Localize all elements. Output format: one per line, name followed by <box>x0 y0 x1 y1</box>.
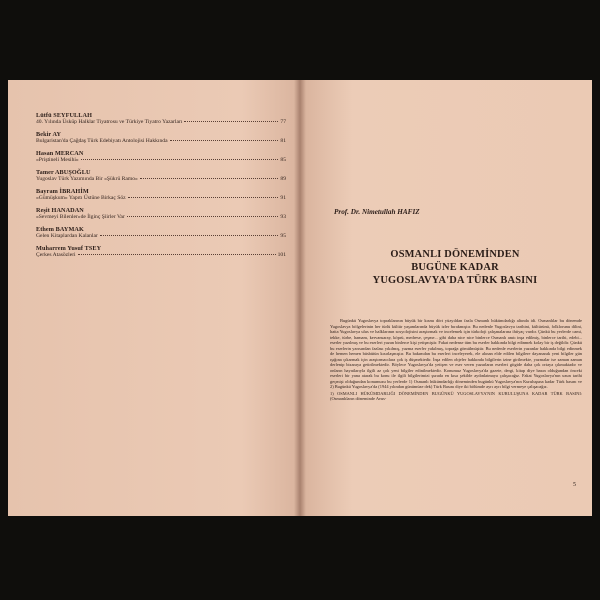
section-heading: 1) OSMANLI HÜKÜMDARLIĞI DÖNEMİNDEN BUGÜNKÜ YUGOSLAVYA'NIN KURULUŞUNA KADAR TÜRK BASINI: (Osmanlıların döneminde Avus- <box>330 390 582 401</box>
toc-author: Bayram İBRAHİM <box>36 188 89 195</box>
toc-leader-dots <box>184 121 278 122</box>
toc-line <box>36 252 286 258</box>
toc-line <box>36 233 286 239</box>
toc-entry <box>36 226 286 239</box>
toc-entry <box>36 245 286 258</box>
body-paragraph: Bugünkü Yugoslavya topraklarının büyük bir kısmı dört yüzyıldan fazla Osmanlı hükümdarlığı altında idi. Osmanlılar bu dönemde Yugoslavya bölgelerinin her türlü kültür yaşamlarında büyük izler bırakmıştır. Bu nedenle Yugoslavya tarihini, kültürünü, folklorunu dilini, hatta Yugoslavya ulus ve halklarının sosyolojisini araştırmak ve incelemek için türkoloji çalışmalarına ihtiyaç vardır. Çünkü bu yerlerde cami, tekke, türbe, hamam, kervansaray, köprü, medrese, çeşme... gibi daha nice nice binlerce Osmanlı anıtı inşa edilmiş, binlerce tarihi, edebi... eserler yazılmış ve bu eserleri yazan binlerce kişi yetişmiştir. Fakat nedense tüm bu eserler hakkında bilgi edinmek kolay bir iş değildir. Çünkü bu eserlerin yarısından fazlası yıkılmış, yazma eserler yakılmış, toprağa gömülmüştür. Bu nedenle eserlerin yazanlar hakkında bilgi edinmek de hemen hemen büsbütün kısırlaşmıştır. Bu bakımdan bu eserleri inceleyerek, ele alınan elde edilen bilgilere dayanarak yeni bilgiler gün ışığına çıkarmak için araştırmacılara çok iş düşmektedir. İnşa edilen objeler hakkında bilgilerin izine girilmekte, yazmalar ise zaman zaman derlenip bizarayа getirilmektedir. Böylece Yugoslavya'da yetişen ve eser veren yazarların eserleri gitgide daha çok ortaya çıkmaktadır ve onların hayatlarıyla ilgili az çok yeni bilgiler edinilmektedir. Konumuz Yugoslavya'da gazete, dergi, kitap diye basın olduğundan önceki eserleri bir yana atarak bu konu ile ilgili bilgilerimizi şurada en kısa şekilde aydınlatmaya çalışacağız. Fakat Yugoslavya'nın uzun tarihi geçmişi olduğundan konumuzu bu yerlerde 1) Osmanlı hükümdarlığı döneminden bugünkü Yugoslavya'nın Kuruluşuna kadar Türk basını ve 2) Bugünkü Yugoslavya'da (1944 yılından günümüze dek) Türk Basını diye iki bölümde ayrı ayrı bilgi vermeye çalışacağız. <box>330 318 582 389</box>
article-title-line: BUGÜNE KADAR <box>411 262 499 273</box>
toc-leader-dots <box>127 216 279 217</box>
left-page <box>8 80 300 516</box>
toc-entry <box>36 169 286 182</box>
toc-entry <box>36 112 286 125</box>
article-title <box>330 248 580 287</box>
toc-title: «Gümüşkum» Yapıtı Üstüne Birkaç Söz <box>36 195 126 201</box>
toc-entry <box>36 188 286 201</box>
toc-title: Çerkes Atasözleri <box>36 252 76 258</box>
author-byline: Prof. Dr. Nimetullah HAFIZ <box>334 208 420 216</box>
open-book <box>8 80 592 516</box>
toc-page-number: 77 <box>280 119 286 125</box>
toc-author: Muharrem Yusuf TSEY <box>36 245 102 252</box>
toc-author: Bekir AY <box>36 131 62 138</box>
toc-page-number: 93 <box>280 214 286 220</box>
article-body <box>330 318 582 402</box>
toc-leader-dots <box>170 140 279 141</box>
toc-line <box>36 214 286 220</box>
toc-title: Yugoslav Türk Yazımında Bir «Şükrü Ramo» <box>36 176 138 182</box>
toc-line <box>36 195 286 201</box>
toc-author: Tamer ABUŞOĞLU <box>36 169 91 176</box>
toc-leader-dots <box>100 235 279 236</box>
toc-line <box>36 176 286 182</box>
page-number: 5 <box>573 482 576 488</box>
toc-line <box>36 138 286 144</box>
toc-title: «Sevmeyi Bilenler»de İlginç Şiirler Var <box>36 214 125 220</box>
toc-author: Lütfü SEYFULLAH <box>36 112 92 119</box>
toc-page-number: 95 <box>280 233 286 239</box>
toc-entry <box>36 207 286 220</box>
toc-page-number: 81 <box>280 138 286 144</box>
toc-line <box>36 157 286 163</box>
toc-page-number: 89 <box>280 176 286 182</box>
toc-author: Ethem BAYMAK <box>36 226 84 233</box>
toc-page-number: 101 <box>277 252 286 258</box>
article-title-line: OSMANLI DÖNEMİNDEN <box>390 249 520 260</box>
toc-leader-dots <box>81 159 279 160</box>
toc-entry <box>36 150 286 163</box>
table-of-contents <box>36 112 286 264</box>
toc-title: Gelen Kitaplardan Kalanlar <box>36 233 98 239</box>
toc-entry <box>36 131 286 144</box>
toc-title: «Priştineli Mesihi» <box>36 157 79 163</box>
article-title-line: YUGOSLAVYA'DA TÜRK BASINI <box>372 275 538 286</box>
toc-leader-dots <box>128 197 279 198</box>
right-page <box>300 80 592 516</box>
toc-title: Bulgaristan'da Çağdaş Türk Edebiyatı Antolojisi Hakkında <box>36 138 168 144</box>
book-gutter <box>294 80 306 516</box>
toc-leader-dots <box>140 178 279 179</box>
toc-author: Reşit HANADAN <box>36 207 84 214</box>
toc-title: 40. Yılında Üsküp Halklar Tiyatrosu ve Türkiye Tiyatro Yazarları <box>36 119 183 125</box>
toc-page-number: 85 <box>280 157 286 163</box>
toc-leader-dots <box>78 254 276 255</box>
toc-page-number: 91 <box>280 195 286 201</box>
toc-line <box>36 119 286 125</box>
toc-author: Hasan MERCAN <box>36 150 84 157</box>
